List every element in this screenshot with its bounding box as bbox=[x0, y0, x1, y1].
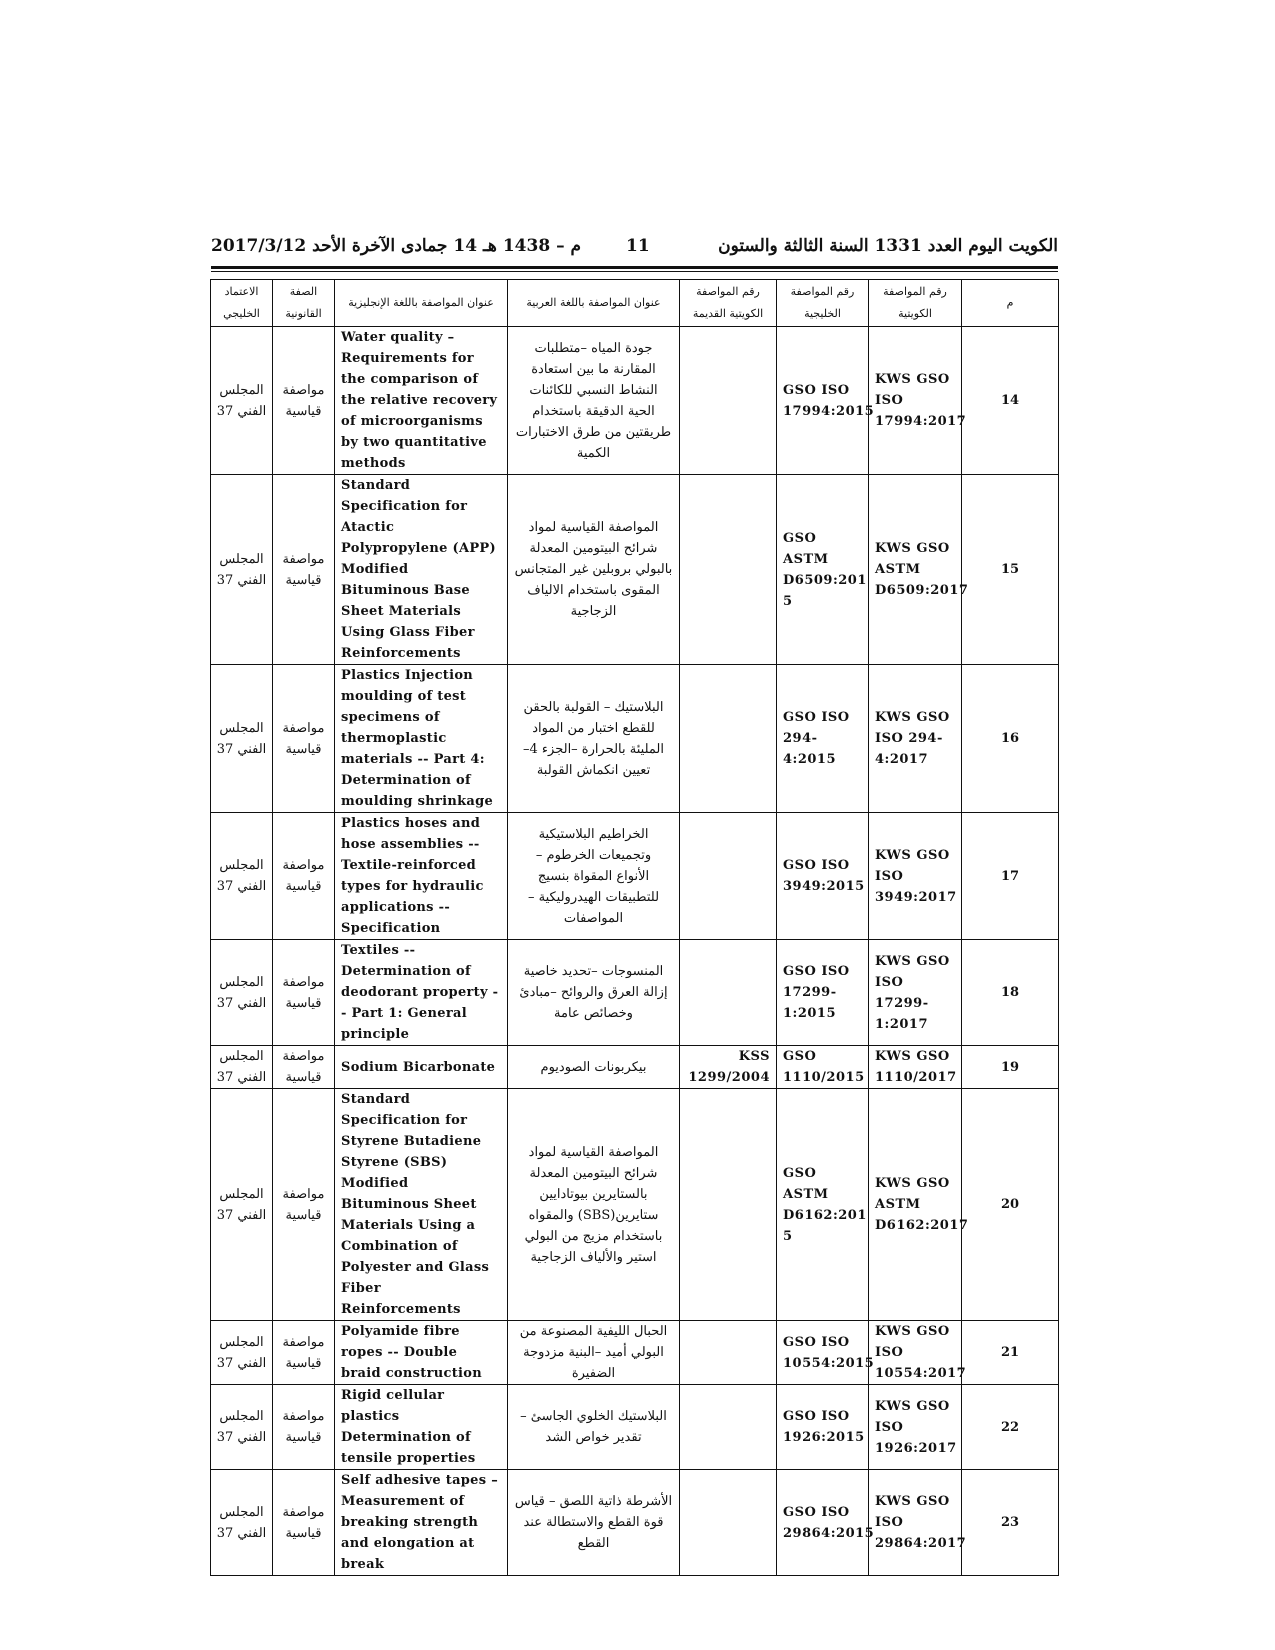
gulf-no-cell: GSO 1110/2015 bbox=[777, 1046, 869, 1089]
gulf-approval-cell: المجلس الفني 37 bbox=[211, 940, 273, 1046]
title-ar-cell: المواصفة القياسية لمواد شرائح البيتومين المعدلة بالبولي بروبلين غير المتجانس المقوى باستخدام الالياف الزجاجية bbox=[508, 475, 680, 665]
kuwaiti-no-cell: KWS GSO 1110/2017 bbox=[869, 1046, 962, 1089]
seq-cell: 14 bbox=[962, 327, 1059, 475]
legal-status-cell: مواصفة قياسية bbox=[273, 475, 335, 665]
seq-cell: 17 bbox=[962, 813, 1059, 940]
gulf-no-cell: GSO ASTM D6162:201 5 bbox=[777, 1089, 869, 1321]
header-publication: الكويت اليوم العدد 1331 السنة الثالثة والستون bbox=[718, 236, 1058, 256]
title-en-cell: Standard Specification for Styrene Butadiene Styrene (SBS) Modified Bituminous Sheet Materials Using a Combination of Polyester and Glass Fiber Reinforcements bbox=[335, 1089, 508, 1321]
seq-cell: 16 bbox=[962, 665, 1059, 813]
header-rule bbox=[211, 266, 1058, 269]
legal-status-cell: مواصفة قياسية bbox=[273, 327, 335, 475]
kuwaiti-no-cell: KWS GSO ISO 1926:2017 bbox=[869, 1385, 962, 1470]
old-kuwaiti-no-cell bbox=[680, 1385, 777, 1470]
legal-status-cell: مواصفة قياسية bbox=[273, 940, 335, 1046]
old-kuwaiti-no-cell bbox=[680, 1470, 777, 1576]
old-kuwaiti-no-cell bbox=[680, 327, 777, 475]
title-en-cell: Self adhesive tapes – Measurement of breaking strength and elongation at break bbox=[335, 1470, 508, 1576]
table-row bbox=[211, 1321, 1059, 1385]
gulf-no-cell: GSO ISO 17299- 1:2015 bbox=[777, 940, 869, 1046]
old-kuwaiti-no-cell bbox=[680, 940, 777, 1046]
title-en-cell: Textiles -- Determination of deodorant property -- Part 1: General principle bbox=[335, 940, 508, 1046]
gulf-no-cell: GSO ISO 294-4:2015 bbox=[777, 665, 869, 813]
header-legal-status: الصفة القانونية bbox=[273, 280, 335, 327]
title-ar-cell: البلاستيك الخلوي الجاسئ – تقدير خواص الشد bbox=[508, 1385, 680, 1470]
header-kuwaiti-no: رقم المواصفة الكويتية bbox=[869, 280, 962, 327]
header-gulf-no: رقم المواصفة الخليجية bbox=[777, 280, 869, 327]
table-row bbox=[211, 940, 1059, 1046]
gulf-no-cell: GSO ISO 3949:2015 bbox=[777, 813, 869, 940]
page-header bbox=[211, 234, 1058, 264]
kuwaiti-no-cell: KWS GSO ISO 29864:2017 bbox=[869, 1470, 962, 1576]
title-en-cell: Water quality – Requirements for the comparison of the relative recovery of microorganisms by two quantitative methods bbox=[335, 327, 508, 475]
old-kuwaiti-no-cell bbox=[680, 1089, 777, 1321]
header-title-ar: عنوان المواصفة باللغة العربية bbox=[508, 280, 680, 327]
title-en-cell: Rigid cellular plastics Determination of tensile properties bbox=[335, 1385, 508, 1470]
table-row bbox=[211, 1385, 1059, 1470]
table-row bbox=[211, 475, 1059, 665]
gulf-no-cell: GSO ISO 17994:2015 bbox=[777, 327, 869, 475]
gulf-approval-cell: المجلس الفني 37 bbox=[211, 1046, 273, 1089]
table-row bbox=[211, 327, 1059, 475]
title-en-cell: Standard Specification for Atactic Polypropylene (APP) Modified Bituminous Base Sheet Materials Using Glass Fiber Reinforcements bbox=[335, 475, 508, 665]
old-kuwaiti-no-cell bbox=[680, 813, 777, 940]
header-gulf-approval: الاعتماد الخليجي bbox=[211, 280, 273, 327]
seq-cell: 21 bbox=[962, 1321, 1059, 1385]
gulf-approval-cell: المجلس الفني 37 bbox=[211, 1470, 273, 1576]
title-ar-cell: الحبال الليفية المصنوعة من البولي أميد –البنية مزدوجة الضفيرة bbox=[508, 1321, 680, 1385]
title-en-cell: Sodium Bicarbonate bbox=[335, 1046, 508, 1089]
old-kuwaiti-no-cell bbox=[680, 665, 777, 813]
gulf-no-cell: GSO ISO 1926:2015 bbox=[777, 1385, 869, 1470]
table-row bbox=[211, 1089, 1059, 1321]
title-ar-cell: بيكربونات الصوديوم bbox=[508, 1046, 680, 1089]
table-row bbox=[211, 1470, 1059, 1576]
header-old-kuwaiti-no: رقم المواصفة الكويتية القديمة bbox=[680, 280, 777, 327]
gulf-approval-cell: المجلس الفني 37 bbox=[211, 665, 273, 813]
kuwaiti-no-cell: KWS GSO ISO 10554:2017 bbox=[869, 1321, 962, 1385]
seq-cell: 15 bbox=[962, 475, 1059, 665]
gulf-approval-cell: المجلس الفني 37 bbox=[211, 475, 273, 665]
legal-status-cell: مواصفة قياسية bbox=[273, 665, 335, 813]
title-en-cell: Plastics Injection moulding of test specimens of thermoplastic materials -- Part 4: Determination of moulding shrinkage bbox=[335, 665, 508, 813]
seq-cell: 20 bbox=[962, 1089, 1059, 1321]
title-en-cell: Polyamide fibre ropes -- Double braid construction bbox=[335, 1321, 508, 1385]
kuwaiti-no-cell: KWS GSO ISO 294- 4:2017 bbox=[869, 665, 962, 813]
gulf-no-cell: GSO ASTM D6509:201 5 bbox=[777, 475, 869, 665]
gulf-approval-cell: المجلس الفني 37 bbox=[211, 1321, 273, 1385]
gulf-approval-cell: المجلس الفني 37 bbox=[211, 813, 273, 940]
header-seq: م bbox=[962, 280, 1059, 327]
title-en-cell: Plastics hoses and hose assemblies -- Textile-reinforced types for hydraulic applications -- Specification bbox=[335, 813, 508, 940]
kuwaiti-no-cell: KWS GSO ISO 17994:2017 bbox=[869, 327, 962, 475]
legal-status-cell: مواصفة قياسية bbox=[273, 1385, 335, 1470]
old-kuwaiti-no-cell bbox=[680, 1321, 777, 1385]
gulf-no-cell: GSO ISO 10554:2015 bbox=[777, 1321, 869, 1385]
gulf-approval-cell: المجلس الفني 37 bbox=[211, 1385, 273, 1470]
legal-status-cell: مواصفة قياسية bbox=[273, 1089, 335, 1321]
gulf-no-cell: GSO ISO 29864:2015 bbox=[777, 1470, 869, 1576]
legal-status-cell: مواصفة قياسية bbox=[273, 1046, 335, 1089]
kuwaiti-no-cell: KWS GSO ISO 3949:2017 bbox=[869, 813, 962, 940]
table-row bbox=[211, 665, 1059, 813]
title-ar-cell: المواصفة القياسية لمواد شرائح البيتومين المعدلة بالستايرين بيوتادايين ستايرين(SBS) والمقواه باستخدام مزيج من البولي استير والألياف الزجاجية bbox=[508, 1089, 680, 1321]
legal-status-cell: مواصفة قياسية bbox=[273, 1321, 335, 1385]
old-kuwaiti-no-cell bbox=[680, 475, 777, 665]
seq-cell: 22 bbox=[962, 1385, 1059, 1470]
old-kuwaiti-no-cell: KSS 1299/2004 bbox=[680, 1046, 777, 1089]
legal-status-cell: مواصفة قياسية bbox=[273, 813, 335, 940]
seq-cell: 23 bbox=[962, 1470, 1059, 1576]
seq-cell: 18 bbox=[962, 940, 1059, 1046]
legal-status-cell: مواصفة قياسية bbox=[273, 1470, 335, 1576]
title-ar-cell: الأشرطة ذاتية اللصق – قياس قوة القطع والاستطالة عند القطع bbox=[508, 1470, 680, 1576]
title-ar-cell: الخراطيم البلاستيكية وتجميعات الخرطوم – الأنواع المقواة بنسيج للتطبيقات الهيدروليكية –المواصفات bbox=[508, 813, 680, 940]
header-date: 2017/3/12 م – 1438 هـ 14 جمادى الآخرة الأحد bbox=[211, 236, 582, 256]
gulf-approval-cell: المجلس الفني 37 bbox=[211, 327, 273, 475]
seq-cell: 19 bbox=[962, 1046, 1059, 1089]
title-ar-cell: البلاستيك – القولبة بالحقن للقطع اختبار من المواد المليئة بالحرارة –الجزء 4–تعيين انكماش القولبة bbox=[508, 665, 680, 813]
standards-table bbox=[210, 279, 1059, 1576]
table-row bbox=[211, 1046, 1059, 1089]
table-header-row bbox=[211, 280, 1059, 327]
header-title-en: عنوان المواصفة باللغة الإنجليزية bbox=[335, 280, 508, 327]
gulf-approval-cell: المجلس الفني 37 bbox=[211, 1089, 273, 1321]
kuwaiti-no-cell: KWS GSO ASTM D6162:2017 bbox=[869, 1089, 962, 1321]
page-number: 11 bbox=[626, 236, 650, 256]
header-rule-thin bbox=[211, 271, 1058, 272]
title-ar-cell: المنسوجات –تحديد خاصية إزالة العرق والروائح –مبادئ وخصائص عامة bbox=[508, 940, 680, 1046]
kuwaiti-no-cell: KWS GSO ASTM D6509:2017 bbox=[869, 475, 962, 665]
kuwaiti-no-cell: KWS GSO ISO 17299- 1:2017 bbox=[869, 940, 962, 1046]
title-ar-cell: جودة المياه –متطلبات المقارنة ما بين استعادة النشاط النسبي للكائنات الحية الدقيقة باستخدام طريقتين من طرق الاختبارات الكمية bbox=[508, 327, 680, 475]
table-row bbox=[211, 813, 1059, 940]
